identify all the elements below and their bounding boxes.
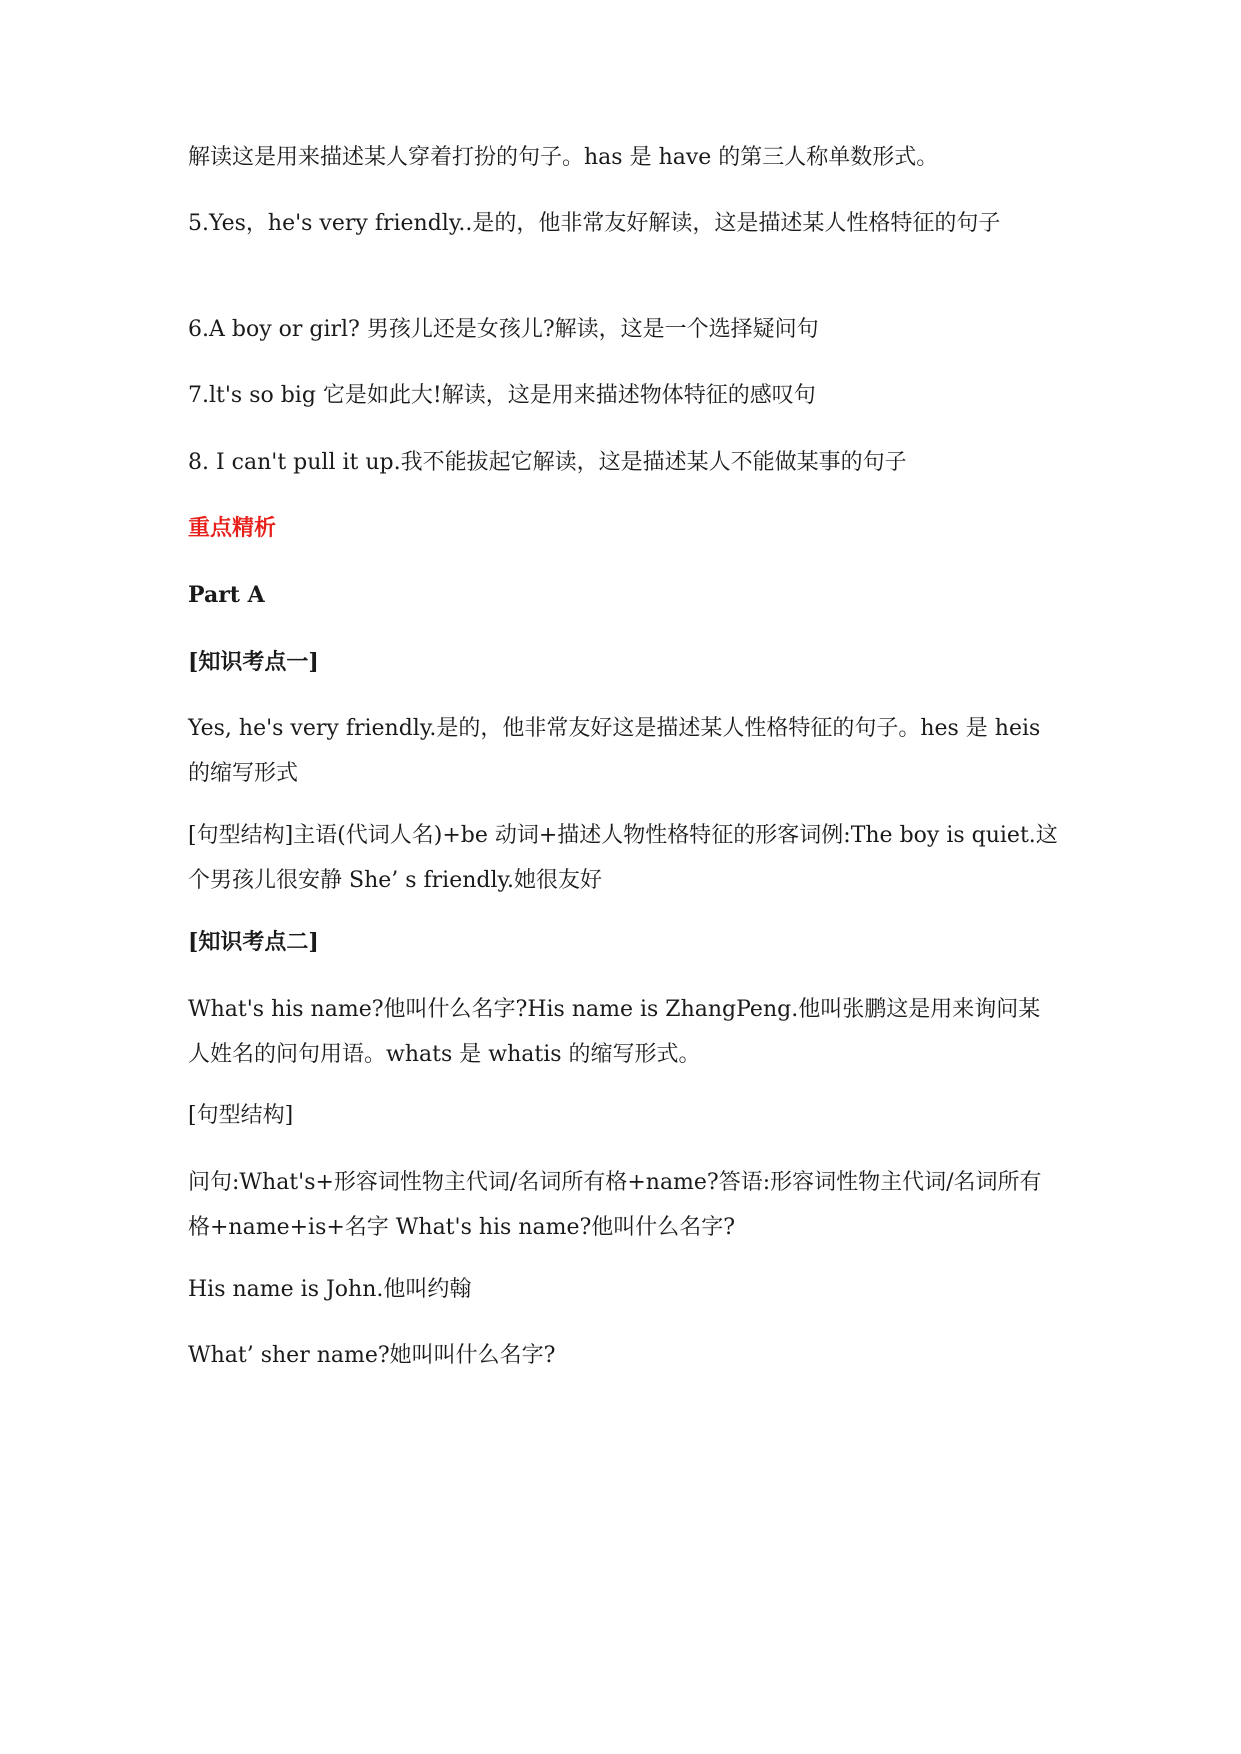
paragraph-example-john: His name is John.他叫约翰 (188, 1277, 472, 1302)
section-heading-key-analysis: 重点精析 (188, 515, 277, 541)
paragraph-item-6: 6.A boy or girl? 男孩儿还是女孩儿?解读，这是一个选择疑问句 (188, 317, 819, 342)
section-heading-part-a: Part A (188, 582, 265, 608)
paragraph-knowledge-1: Yes, he's very friendly.是的，他非常友好这是描述某人性格特征的句子。hes 是 heis 的缩写形式 (188, 716, 1041, 786)
paragraph-item-5: 5.Yes，he's very friendly..是的，他非常友好解读，这是描述某人性格特征的句子 (188, 211, 1001, 236)
paragraph-sentence-structure-label: [句型结构] (188, 1103, 294, 1128)
knowledge-point-2-heading: [知识考点二] (188, 929, 319, 955)
paragraph-question-pattern: 问句:What's+形容词性物主代词/名词所有格+name?答语:形容词性物主代词/名词所有格+name+is+名字 What's his name?他叫什么名字? (188, 1170, 1042, 1240)
paragraph-item-7: 7.lt's so big 它是如此大!解读，这是用来描述物体特征的感叹句 (188, 383, 816, 408)
paragraph-item-8: 8. I can't pull it up.我不能拔起它解读，这是描述某人不能做某事的句子 (188, 450, 907, 475)
paragraph-example-her-name: What’ sher name?她叫叫什么名字? (188, 1343, 556, 1368)
paragraph-dress-description: 解读这是用来描述某人穿着打扮的句子。has 是 have 的第三人称单数形式。 (188, 145, 939, 170)
knowledge-point-1-heading: [知识考点一] (188, 649, 319, 675)
paragraph-knowledge-2: What's his name?他叫什么名字?His name is ZhangPeng.他叫张鹏这是用来询问某人姓名的问句用语。whats 是 whatis 的缩写形式。 (188, 997, 1041, 1067)
paragraph-sentence-structure-1: [句型结构]主语(代词人名)+be 动词+描述人物性格特征的形客词例:The boy is quiet.这个男孩儿很安静 She’ s friendly.她很友好 (188, 823, 1058, 893)
